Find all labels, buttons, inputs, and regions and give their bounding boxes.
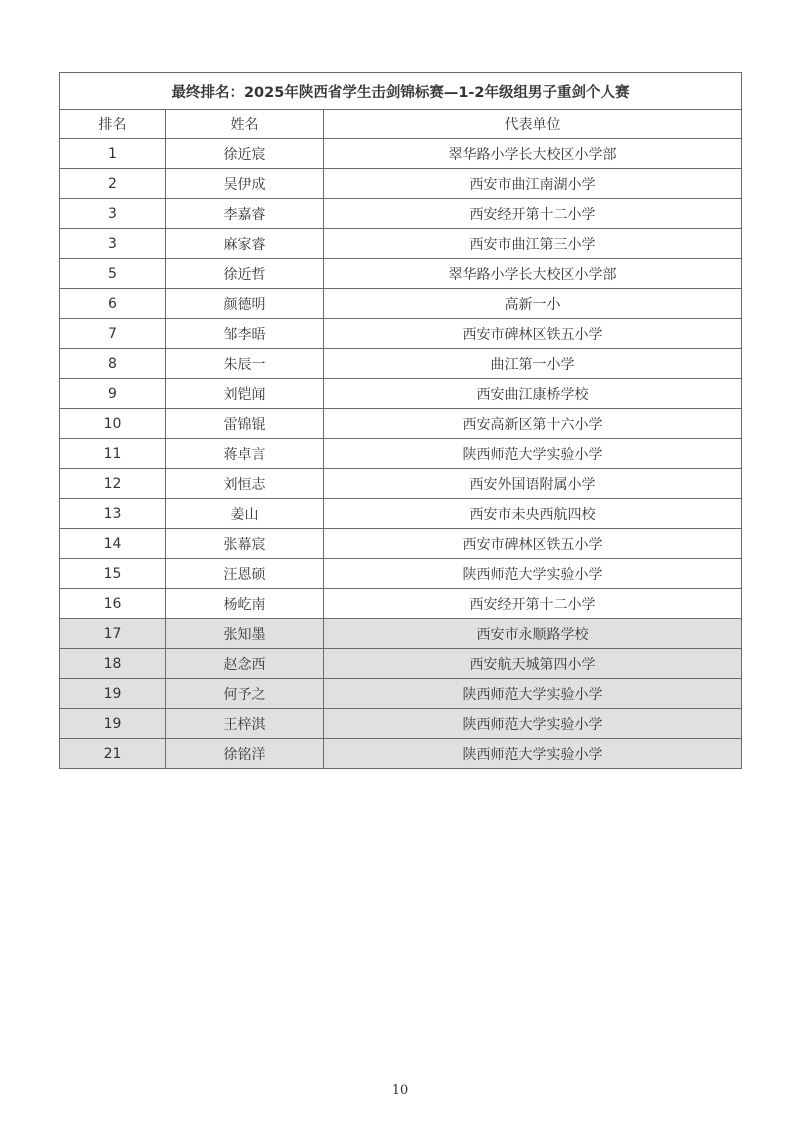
- table-row: [60, 139, 742, 169]
- rank-cell: 12: [60, 469, 166, 499]
- unit-cell: 翠华路小学长大校区小学部: [324, 139, 742, 169]
- unit-cell: 西安市曲江第三小学: [324, 229, 742, 259]
- name-cell: 麻家睿: [166, 229, 324, 259]
- rank-cell: 14: [60, 529, 166, 559]
- name-cell: 张知墨: [166, 619, 324, 649]
- page-number: 10: [391, 1083, 409, 1098]
- unit-cell: 西安市碑林区铁五小学: [324, 319, 742, 349]
- rank-cell: 18: [60, 649, 166, 679]
- column-header-rank: 排名: [60, 110, 166, 139]
- unit-cell: 西安市未央西航四校: [324, 499, 742, 529]
- rank-cell: 7: [60, 319, 166, 349]
- rank-cell: 8: [60, 349, 166, 379]
- table-body: [60, 139, 742, 769]
- column-header-name: 姓名: [166, 110, 324, 139]
- table-title: 最终排名：2025年陕西省学生击剑锦标赛—1-2年级组男子重剑个人赛: [60, 73, 742, 110]
- rank-cell: 13: [60, 499, 166, 529]
- name-cell: 赵念西: [166, 649, 324, 679]
- rank-cell: 19: [60, 709, 166, 739]
- unit-cell: 西安高新区第十六小学: [324, 409, 742, 439]
- table-row: [60, 739, 742, 769]
- table-row: [60, 679, 742, 709]
- name-cell: 吴伊成: [166, 169, 324, 199]
- rank-cell: 21: [60, 739, 166, 769]
- name-cell: 李嘉睿: [166, 199, 324, 229]
- name-cell: 刘铠闻: [166, 379, 324, 409]
- unit-cell: 陕西师范大学实验小学: [324, 709, 742, 739]
- name-cell: 汪恩硕: [166, 559, 324, 589]
- table-row: [60, 469, 742, 499]
- name-cell: 刘恒志: [166, 469, 324, 499]
- table-row: [60, 649, 742, 679]
- name-cell: 颜德明: [166, 289, 324, 319]
- name-cell: 王梓淇: [166, 709, 324, 739]
- name-cell: 徐铭洋: [166, 739, 324, 769]
- unit-cell: 西安外国语附属小学: [324, 469, 742, 499]
- name-cell: 徐近宸: [166, 139, 324, 169]
- rank-cell: 3: [60, 199, 166, 229]
- name-cell: 雷锦锟: [166, 409, 324, 439]
- table-row: [60, 619, 742, 649]
- table-row: [60, 169, 742, 199]
- rank-cell: 1: [60, 139, 166, 169]
- table-row: [60, 559, 742, 589]
- unit-cell: 高新一小: [324, 289, 742, 319]
- name-cell: 杨屹南: [166, 589, 324, 619]
- unit-cell: 西安曲江康桥学校: [324, 379, 742, 409]
- rank-cell: 19: [60, 679, 166, 709]
- table-row: [60, 709, 742, 739]
- rank-cell: 16: [60, 589, 166, 619]
- name-cell: 邹李晤: [166, 319, 324, 349]
- unit-cell: 西安经开第十二小学: [324, 589, 742, 619]
- table-row: [60, 319, 742, 349]
- unit-cell: 陕西师范大学实验小学: [324, 679, 742, 709]
- unit-cell: 翠华路小学长大校区小学部: [324, 259, 742, 289]
- rank-cell: 10: [60, 409, 166, 439]
- name-cell: 张幕宸: [166, 529, 324, 559]
- table-row: [60, 259, 742, 289]
- unit-cell: 陕西师范大学实验小学: [324, 439, 742, 469]
- table-row: [60, 229, 742, 259]
- table-row: [60, 379, 742, 409]
- table-row: [60, 409, 742, 439]
- rank-cell: 5: [60, 259, 166, 289]
- name-cell: 何予之: [166, 679, 324, 709]
- rank-cell: 17: [60, 619, 166, 649]
- table-row: [60, 349, 742, 379]
- unit-cell: 西安航天城第四小学: [324, 649, 742, 679]
- table-row: [60, 439, 742, 469]
- table-row: [60, 499, 742, 529]
- unit-cell: 西安市曲江南湖小学: [324, 169, 742, 199]
- table-row: [60, 589, 742, 619]
- rank-cell: 3: [60, 229, 166, 259]
- unit-cell: 陕西师范大学实验小学: [324, 559, 742, 589]
- table-row: [60, 199, 742, 229]
- rank-cell: 2: [60, 169, 166, 199]
- table-row: [60, 529, 742, 559]
- unit-cell: 曲江第一小学: [324, 349, 742, 379]
- ranking-table: [59, 72, 742, 769]
- unit-cell: 西安市碑林区铁五小学: [324, 529, 742, 559]
- rank-cell: 11: [60, 439, 166, 469]
- column-header-unit: 代表单位: [324, 110, 742, 139]
- rank-cell: 15: [60, 559, 166, 589]
- unit-cell: 陕西师范大学实验小学: [324, 739, 742, 769]
- unit-cell: 西安市永顺路学校: [324, 619, 742, 649]
- name-cell: 徐近哲: [166, 259, 324, 289]
- table-row: [60, 289, 742, 319]
- name-cell: 姜山: [166, 499, 324, 529]
- rank-cell: 6: [60, 289, 166, 319]
- name-cell: 朱辰一: [166, 349, 324, 379]
- name-cell: 蒋卓言: [166, 439, 324, 469]
- unit-cell: 西安经开第十二小学: [324, 199, 742, 229]
- rank-cell: 9: [60, 379, 166, 409]
